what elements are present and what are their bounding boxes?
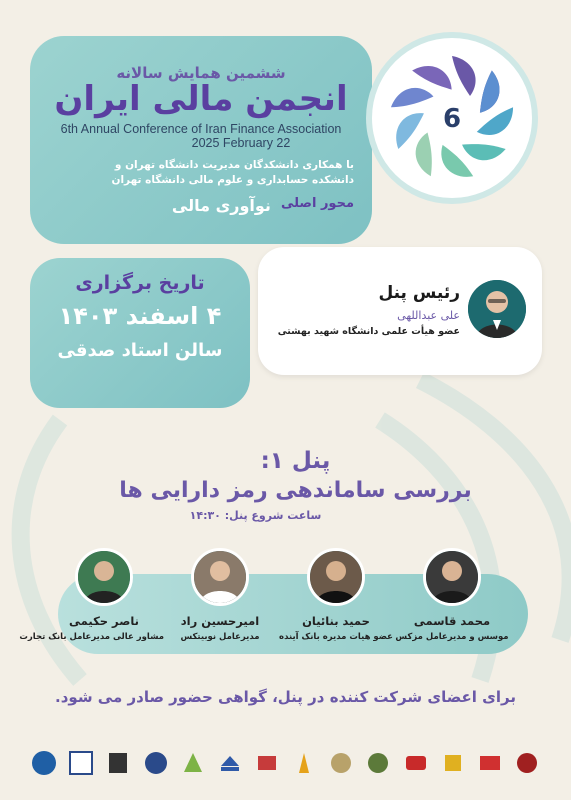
speaker-card	[19, 548, 164, 642]
speaker-photo	[423, 548, 481, 606]
panel-chair-role: عضو هیأت علمی دانشگاه شهید بهشتی	[277, 326, 460, 337]
collab-line-2: دانشکده حسابداری و علوم مالی دانشگاه تهران	[111, 173, 354, 186]
sponsor-logo-icon	[476, 748, 504, 778]
person-avatar-icon	[468, 280, 526, 338]
sponsor-logo-icon	[402, 748, 430, 778]
speaker-photo	[75, 548, 133, 606]
speaker-role: موسس و مدیرعامل مزکس	[395, 632, 509, 642]
speaker-card	[160, 548, 280, 642]
panel-heading	[0, 448, 571, 522]
panel-chair-details	[270, 283, 460, 337]
sponsor-logo-icon	[179, 748, 207, 778]
panel-chair-photo	[468, 280, 526, 338]
speaker-role: مشاور عالی مدیرعامل بانک تجارت	[19, 632, 164, 642]
person-avatar-icon	[310, 551, 362, 603]
conference-6-swirl-logo-icon	[372, 38, 532, 198]
person-avatar-icon	[194, 551, 246, 603]
sponsor-logo-icon	[364, 748, 392, 778]
sponsor-logo-icon	[104, 748, 132, 778]
speaker-name: حمید بنائیان	[302, 614, 370, 628]
sponsor-logo-icon	[30, 748, 58, 778]
speaker-card	[276, 548, 396, 642]
speaker-photo	[307, 548, 365, 606]
speaker-card	[392, 548, 512, 642]
panel-chair-card	[258, 247, 542, 375]
conference-header-card	[30, 36, 372, 244]
main-axis	[48, 196, 354, 215]
speaker-name: ناصر حکیمی	[69, 614, 139, 628]
sponsor-logo-icon	[253, 748, 281, 778]
panel-chair-title: رئیس پنل	[378, 283, 460, 303]
collaboration-note	[48, 158, 354, 188]
conference-logo	[372, 38, 532, 198]
panel-topic: بررسی ساماندهی رمز دارایی ها	[119, 478, 472, 503]
sponsor-logo-icon	[439, 748, 467, 778]
conference-title: انجمن مالی ایران	[54, 79, 348, 119]
certificate-note: برای اعضای شرکت کننده در پنل، گواهی حضور صادر می شود.	[55, 688, 516, 706]
event-date-label: تاریخ برگزاری	[75, 272, 205, 294]
speaker-photo	[191, 548, 249, 606]
conference-subtitle: ششمین همایش سالانه	[116, 64, 286, 82]
event-date-value: ۴ اسفند ۱۴۰۳	[58, 302, 222, 330]
person-avatar-icon	[426, 551, 478, 603]
main-axis-value: نوآوری مالی	[171, 196, 271, 216]
sponsor-logo-icon	[216, 748, 244, 778]
speaker-name: محمد قاسمی	[413, 614, 491, 628]
main-axis-label: محور اصلی	[280, 196, 354, 212]
sponsor-logos-row	[30, 742, 541, 784]
sponsor-logo-icon	[513, 748, 541, 778]
sponsor-logo-icon	[327, 748, 355, 778]
person-avatar-icon	[78, 551, 130, 603]
panel-chair-name: علی عبداللهی	[397, 309, 460, 322]
speaker-name: امیرحسین راد	[180, 614, 260, 628]
conference-english-date: 2025 February 22	[191, 135, 291, 150]
event-date-card	[30, 258, 250, 408]
panel-number: پنل ۱:	[260, 448, 331, 474]
sponsor-logo-icon	[67, 748, 95, 778]
event-venue: سالن استاد صدقی	[57, 340, 223, 361]
sponsor-logo-icon	[142, 748, 170, 778]
logo-number: 6	[442, 104, 462, 134]
collab-line-1: با همکاری دانشکدگان مدیریت دانشگاه تهران و	[114, 158, 354, 171]
speaker-role: عضو هیات مدیره بانک آینده	[279, 632, 393, 642]
sponsor-logo-icon	[290, 748, 318, 778]
speaker-role: مدیرعامل نوبیتکس	[180, 632, 260, 642]
panel-start-time: ساعت شروع پنل: ۱۴:۳۰	[189, 509, 322, 522]
conference-english-title: 6th Annual Conference of Iran Finance Association	[60, 121, 342, 136]
